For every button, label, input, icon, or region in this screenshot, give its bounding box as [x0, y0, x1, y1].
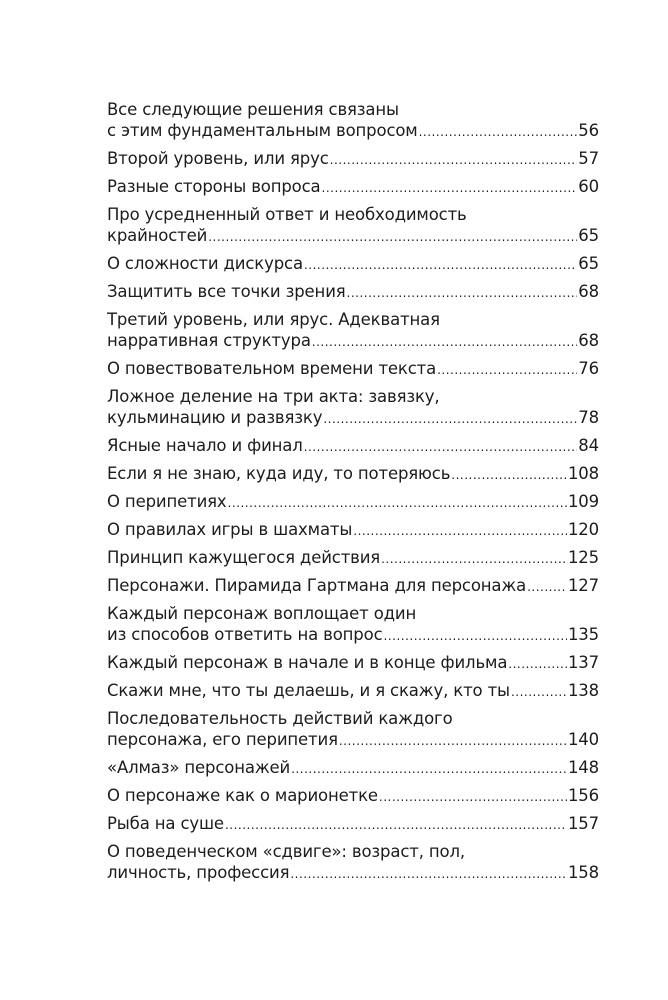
toc-entry[interactable]	[107, 176, 599, 199]
toc-entry-title-line: Все следующие решения связаны	[107, 100, 399, 119]
table-of-contents	[107, 99, 599, 890]
toc-entry[interactable]	[107, 708, 599, 752]
toc-entry-title-line: Третий уровень, или ярус. Адекватная	[107, 310, 440, 329]
dot-leader	[419, 122, 578, 143]
dot-leader	[312, 332, 578, 353]
toc-entry[interactable]	[107, 547, 599, 570]
toc-entry[interactable]	[107, 519, 599, 542]
dot-leader	[353, 521, 567, 542]
toc-page-number: 137	[567, 653, 599, 672]
toc-entry[interactable]	[107, 253, 599, 276]
toc-page-number: 156	[567, 786, 599, 805]
toc-page-number: 65	[578, 254, 599, 273]
toc-entry[interactable]	[107, 841, 599, 885]
toc-entry[interactable]	[107, 204, 599, 248]
toc-page-number: 120	[567, 520, 599, 539]
dot-leader	[323, 409, 577, 430]
toc-entry-title-line: Принцип кажущегося действия	[107, 548, 381, 567]
toc-page-number: 127	[567, 576, 599, 595]
toc-entry-title-line: с этим фундаментальным вопросом	[107, 121, 418, 140]
toc-entry-title-line: О правилах игры в шахматы	[107, 520, 353, 539]
toc-page-number: 109	[567, 492, 599, 511]
toc-entry[interactable]	[107, 603, 599, 647]
dot-leader	[381, 549, 567, 570]
toc-page-number: 68	[578, 282, 599, 301]
toc-entry[interactable]	[107, 680, 599, 703]
dot-leader	[225, 815, 567, 836]
toc-entry-title-line: личность, профессия	[107, 863, 290, 882]
toc-entry-title-line: Последовательность действий каждого	[107, 709, 453, 728]
toc-page-number: 138	[567, 681, 599, 700]
dot-leader	[290, 864, 567, 885]
toc-entry-title-line: О сложности дискурса	[107, 254, 303, 273]
toc-entry-title-line: О перипетиях	[107, 492, 227, 511]
toc-entry[interactable]	[107, 785, 599, 808]
toc-entry-title-line: Ясные начало и финал	[107, 436, 303, 455]
dot-leader	[508, 654, 567, 675]
toc-entry-title-line: Про усредненный ответ и необходимость	[107, 205, 467, 224]
toc-page-number: 68	[578, 331, 599, 350]
dot-leader	[527, 577, 567, 598]
toc-entry-title-line: Персонажи. Пирамида Гартмана для персонажа	[107, 576, 527, 595]
toc-entry[interactable]	[107, 281, 599, 304]
toc-entry-title-line: Разные стороны вопроса	[107, 177, 321, 196]
dot-leader	[304, 255, 577, 276]
dot-leader	[330, 150, 578, 171]
toc-entry-title-line: Второй уровень, или ярус	[107, 149, 329, 168]
toc-entry-title-line: Каждый персонаж в начале и в конце фильма	[107, 653, 508, 672]
dot-leader	[304, 437, 578, 458]
dot-leader	[208, 227, 577, 248]
toc-entry[interactable]	[107, 757, 599, 780]
dot-leader	[379, 787, 567, 808]
toc-page-number: 78	[578, 408, 599, 427]
toc-entry[interactable]	[107, 575, 599, 598]
dot-leader	[322, 178, 578, 199]
toc-entry-title-line: Рыба на суше	[107, 814, 224, 833]
toc-page-number: 84	[578, 436, 599, 455]
toc-entry[interactable]	[107, 491, 599, 514]
toc-entry-title-line: О повествовательном времени текста	[107, 359, 437, 378]
toc-entry-title-line: из способов ответить на вопрос	[107, 625, 383, 644]
toc-entry[interactable]	[107, 309, 599, 353]
toc-entry[interactable]	[107, 813, 599, 836]
toc-page-number: 135	[567, 625, 599, 644]
toc-entry-title-line: Каждый персонаж воплощает один	[107, 604, 417, 623]
dot-leader	[291, 759, 567, 780]
toc-entry[interactable]	[107, 386, 599, 430]
toc-entry-title-line: персонажа, его перипетия	[107, 730, 338, 749]
toc-entry-title-line: О персонаже как о марионетке	[107, 786, 378, 805]
dot-leader	[511, 682, 567, 703]
toc-page-number: 60	[578, 177, 599, 196]
toc-page-number: 140	[567, 730, 599, 749]
toc-entry[interactable]	[107, 652, 599, 675]
dot-leader	[451, 465, 567, 486]
toc-entry-title-line: «Алмаз» персонажей	[107, 758, 291, 777]
toc-entry[interactable]	[107, 148, 599, 171]
toc-entry-title-line: крайностей	[107, 226, 208, 245]
toc-entry-title-line: нарративная структура	[107, 331, 311, 350]
dot-leader	[339, 731, 567, 752]
dot-leader	[437, 360, 577, 381]
toc-page-number: 148	[567, 758, 599, 777]
toc-entry-title-line: Защитить все точки зрения	[107, 282, 346, 301]
toc-entry[interactable]	[107, 358, 599, 381]
dot-leader	[384, 626, 567, 647]
toc-entry-title-line: О поведенческом «сдвиге»: возраст, пол,	[107, 842, 465, 861]
toc-entry-title-line: кульминацию и развязку	[107, 408, 323, 427]
toc-entry[interactable]	[107, 435, 599, 458]
dot-leader	[228, 493, 567, 514]
toc-entry[interactable]	[107, 463, 599, 486]
dot-leader	[347, 283, 578, 304]
toc-page-number: 56	[578, 121, 599, 140]
toc-entry-title-line: Скажи мне, что ты делаешь, и я скажу, кто ты	[107, 681, 510, 700]
toc-page-number: 65	[578, 226, 599, 245]
toc-page-number: 57	[578, 149, 599, 168]
toc-page-number: 125	[567, 548, 599, 567]
toc-page-number: 158	[567, 863, 599, 882]
toc-entry-title-line: Если я не знаю, куда иду, то потеряюсь	[107, 464, 451, 483]
toc-page-number: 108	[567, 464, 599, 483]
toc-entry-title-line: Ложное деление на три акта: завязку,	[107, 387, 440, 406]
toc-page-number: 157	[567, 814, 599, 833]
toc-entry[interactable]	[107, 99, 599, 143]
toc-page-number: 76	[578, 359, 599, 378]
